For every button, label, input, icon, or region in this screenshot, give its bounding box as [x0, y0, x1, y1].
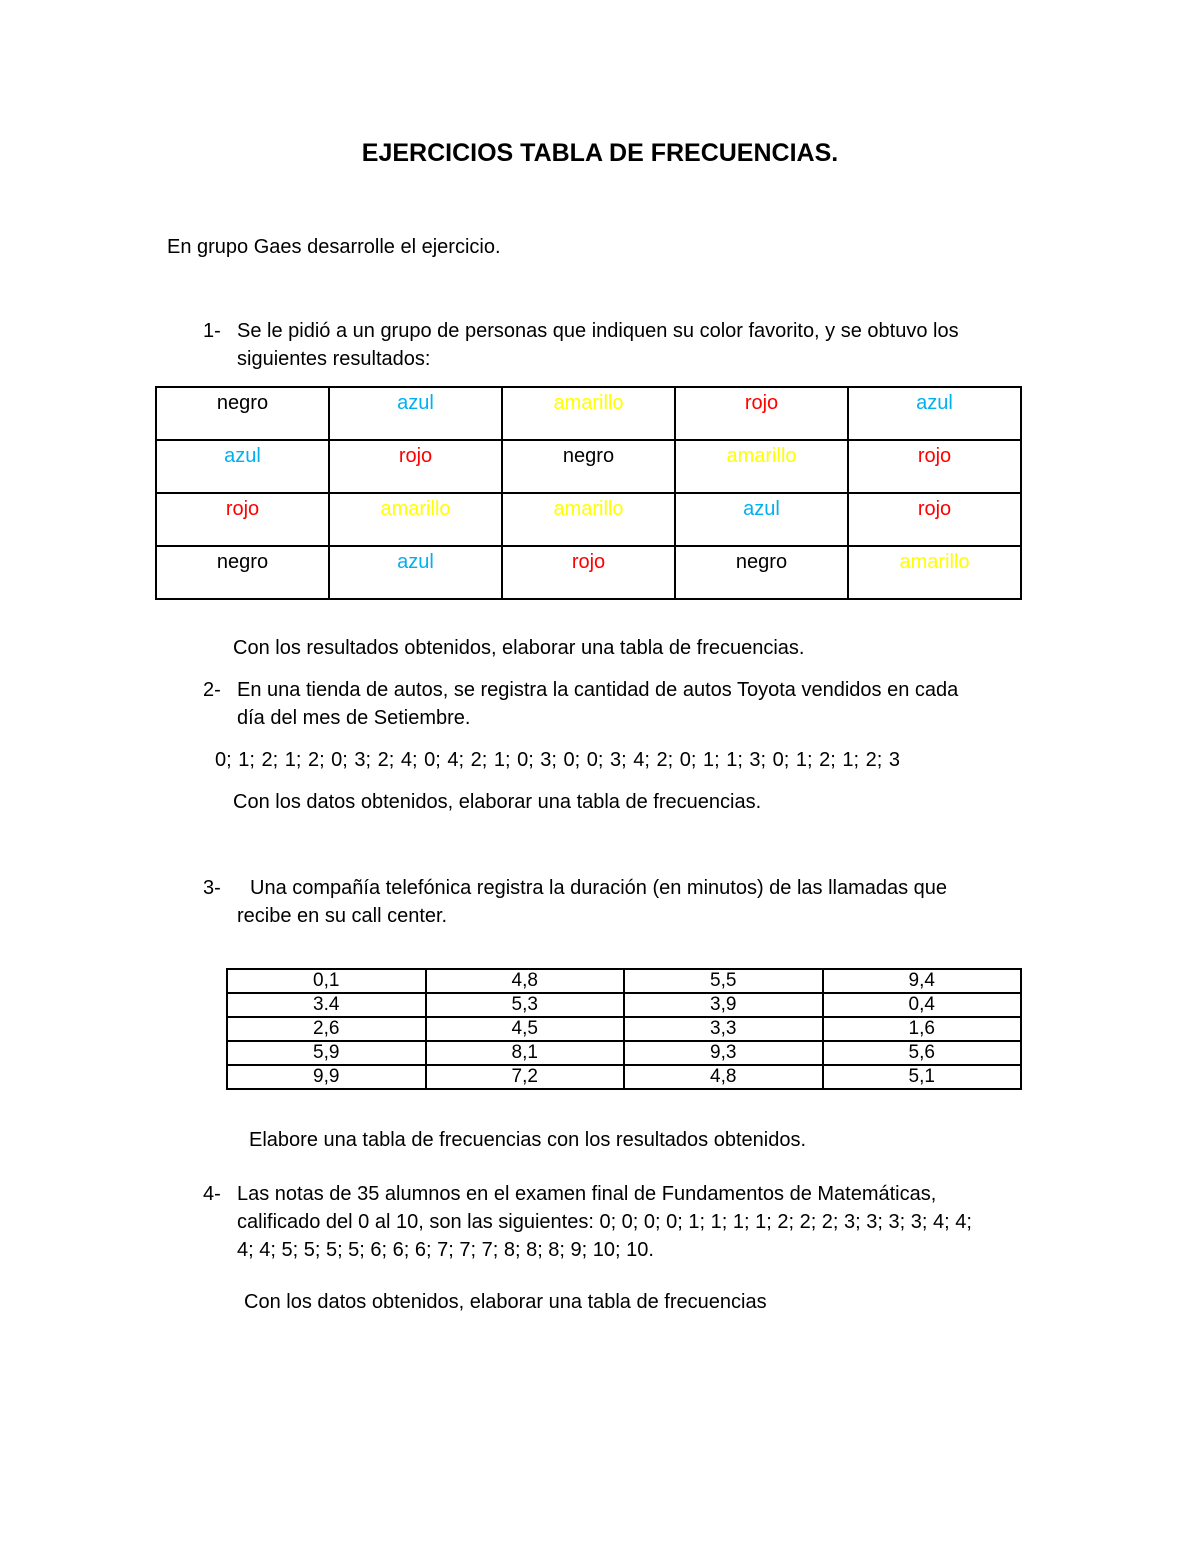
- table-row: [227, 993, 1021, 1017]
- color-cell: azul: [329, 546, 502, 599]
- exercise-3-line-1: Una compañía telefónica registra la duración (en minutos) de las llamadas que: [250, 877, 948, 899]
- exercise-3-statement: [237, 874, 1037, 930]
- duration-cell: 5,3: [426, 993, 625, 1017]
- call-duration-table: [226, 968, 1022, 1090]
- duration-cell: 9,9: [227, 1065, 426, 1089]
- color-cell: negro: [675, 546, 848, 599]
- exercise-1-instruction: Con los resultados obtenidos, elaborar una tabla de frecuencias.: [233, 637, 805, 659]
- exercise-2-data: 0; 1; 2; 1; 2; 0; 3; 2; 4; 0; 4; 2; 1; 0; 3; 0; 0; 3; 4; 2; 0; 1; 1; 3; 0; 1; 2; 1; 2; 3: [215, 749, 900, 771]
- duration-cell: 5,1: [823, 1065, 1022, 1089]
- exercise-4-line-1: Las notas de 35 alumnos en el examen final de Fundamentos de Matemáticas,: [237, 1183, 937, 1205]
- color-cell: negro: [156, 546, 329, 599]
- exercise-2-statement: [237, 676, 1037, 732]
- table-row: [156, 440, 1021, 493]
- color-results-table: [155, 386, 1022, 600]
- table-row: [156, 493, 1021, 546]
- duration-cell: 3.4: [227, 993, 426, 1017]
- exercise-2-line-1: En una tienda de autos, se registra la cantidad de autos Toyota vendidos en cada: [237, 679, 959, 701]
- duration-cell: 0,1: [227, 969, 426, 993]
- color-cell: rojo: [502, 546, 675, 599]
- exercise-2-instruction: Con los datos obtenidos, elaborar una tabla de frecuencias.: [233, 791, 762, 813]
- exercise-4-statement: [237, 1180, 1037, 1264]
- color-cell: azul: [848, 387, 1021, 440]
- table-row: [227, 1041, 1021, 1065]
- exercise-1-number: 1-: [203, 320, 221, 342]
- table-row: [156, 387, 1021, 440]
- color-cell: amarillo: [675, 440, 848, 493]
- table-row: [227, 969, 1021, 993]
- exercise-2-number: 2-: [203, 679, 221, 701]
- color-cell: rojo: [848, 440, 1021, 493]
- duration-cell: 5,5: [624, 969, 823, 993]
- exercise-3-line-2: recibe en su call center.: [237, 905, 448, 927]
- color-cell: azul: [329, 387, 502, 440]
- exercise-1-line-1: Se le pidió a un grupo de personas que indiquen su color favorito, y se obtuvo los: [237, 320, 959, 342]
- exercise-1-statement: [237, 317, 1037, 373]
- exercise-1-line-2: siguientes resultados:: [237, 348, 431, 370]
- color-cell: amarillo: [502, 493, 675, 546]
- duration-cell: 4,8: [426, 969, 625, 993]
- table-row: [227, 1065, 1021, 1089]
- duration-cell: 9,4: [823, 969, 1022, 993]
- exercise-3-instruction: Elabore una tabla de frecuencias con los resultados obtenidos.: [249, 1129, 807, 1151]
- color-cell: rojo: [848, 493, 1021, 546]
- duration-cell: 5,9: [227, 1041, 426, 1065]
- exercise-4-number: 4-: [203, 1183, 221, 1205]
- color-cell: rojo: [675, 387, 848, 440]
- duration-cell: 7,2: [426, 1065, 625, 1089]
- duration-cell: 3,3: [624, 1017, 823, 1041]
- duration-cell: 2,6: [227, 1017, 426, 1041]
- exercise-4-line-2: calificado del 0 al 10, son las siguientes: 0; 0; 0; 0; 1; 1; 1; 1; 2; 2; 2; 3; 3; 3; 3; 4; 4;: [237, 1211, 972, 1233]
- duration-cell: 0,4: [823, 993, 1022, 1017]
- color-cell: rojo: [329, 440, 502, 493]
- color-cell: amarillo: [502, 387, 675, 440]
- table-row: [227, 1017, 1021, 1041]
- duration-cell: 1,6: [823, 1017, 1022, 1041]
- exercise-3-number: 3-: [203, 877, 221, 899]
- duration-cell: 9,3: [624, 1041, 823, 1065]
- duration-cell: 3,9: [624, 993, 823, 1017]
- color-cell: amarillo: [848, 546, 1021, 599]
- color-cell: negro: [156, 387, 329, 440]
- duration-cell: 8,1: [426, 1041, 625, 1065]
- duration-cell: 5,6: [823, 1041, 1022, 1065]
- intro-text: En grupo Gaes desarrolle el ejercicio.: [167, 236, 501, 258]
- duration-cell: 4,5: [426, 1017, 625, 1041]
- page-title: EJERCICIOS TABLA DE FRECUENCIAS.: [361, 139, 839, 167]
- color-cell: rojo: [156, 493, 329, 546]
- exercise-4-instruction: Con los datos obtenidos, elaborar una tabla de frecuencias: [244, 1291, 767, 1313]
- duration-cell: 4,8: [624, 1065, 823, 1089]
- exercise-4-line-3: 4; 4; 5; 5; 5; 5; 6; 6; 6; 7; 7; 7; 8; 8; 8; 9; 10; 10.: [237, 1239, 654, 1261]
- color-cell: azul: [156, 440, 329, 493]
- table-row: [156, 546, 1021, 599]
- exercise-2-line-2: día del mes de Setiembre.: [237, 707, 471, 729]
- color-cell: azul: [675, 493, 848, 546]
- color-cell: amarillo: [329, 493, 502, 546]
- color-cell: negro: [502, 440, 675, 493]
